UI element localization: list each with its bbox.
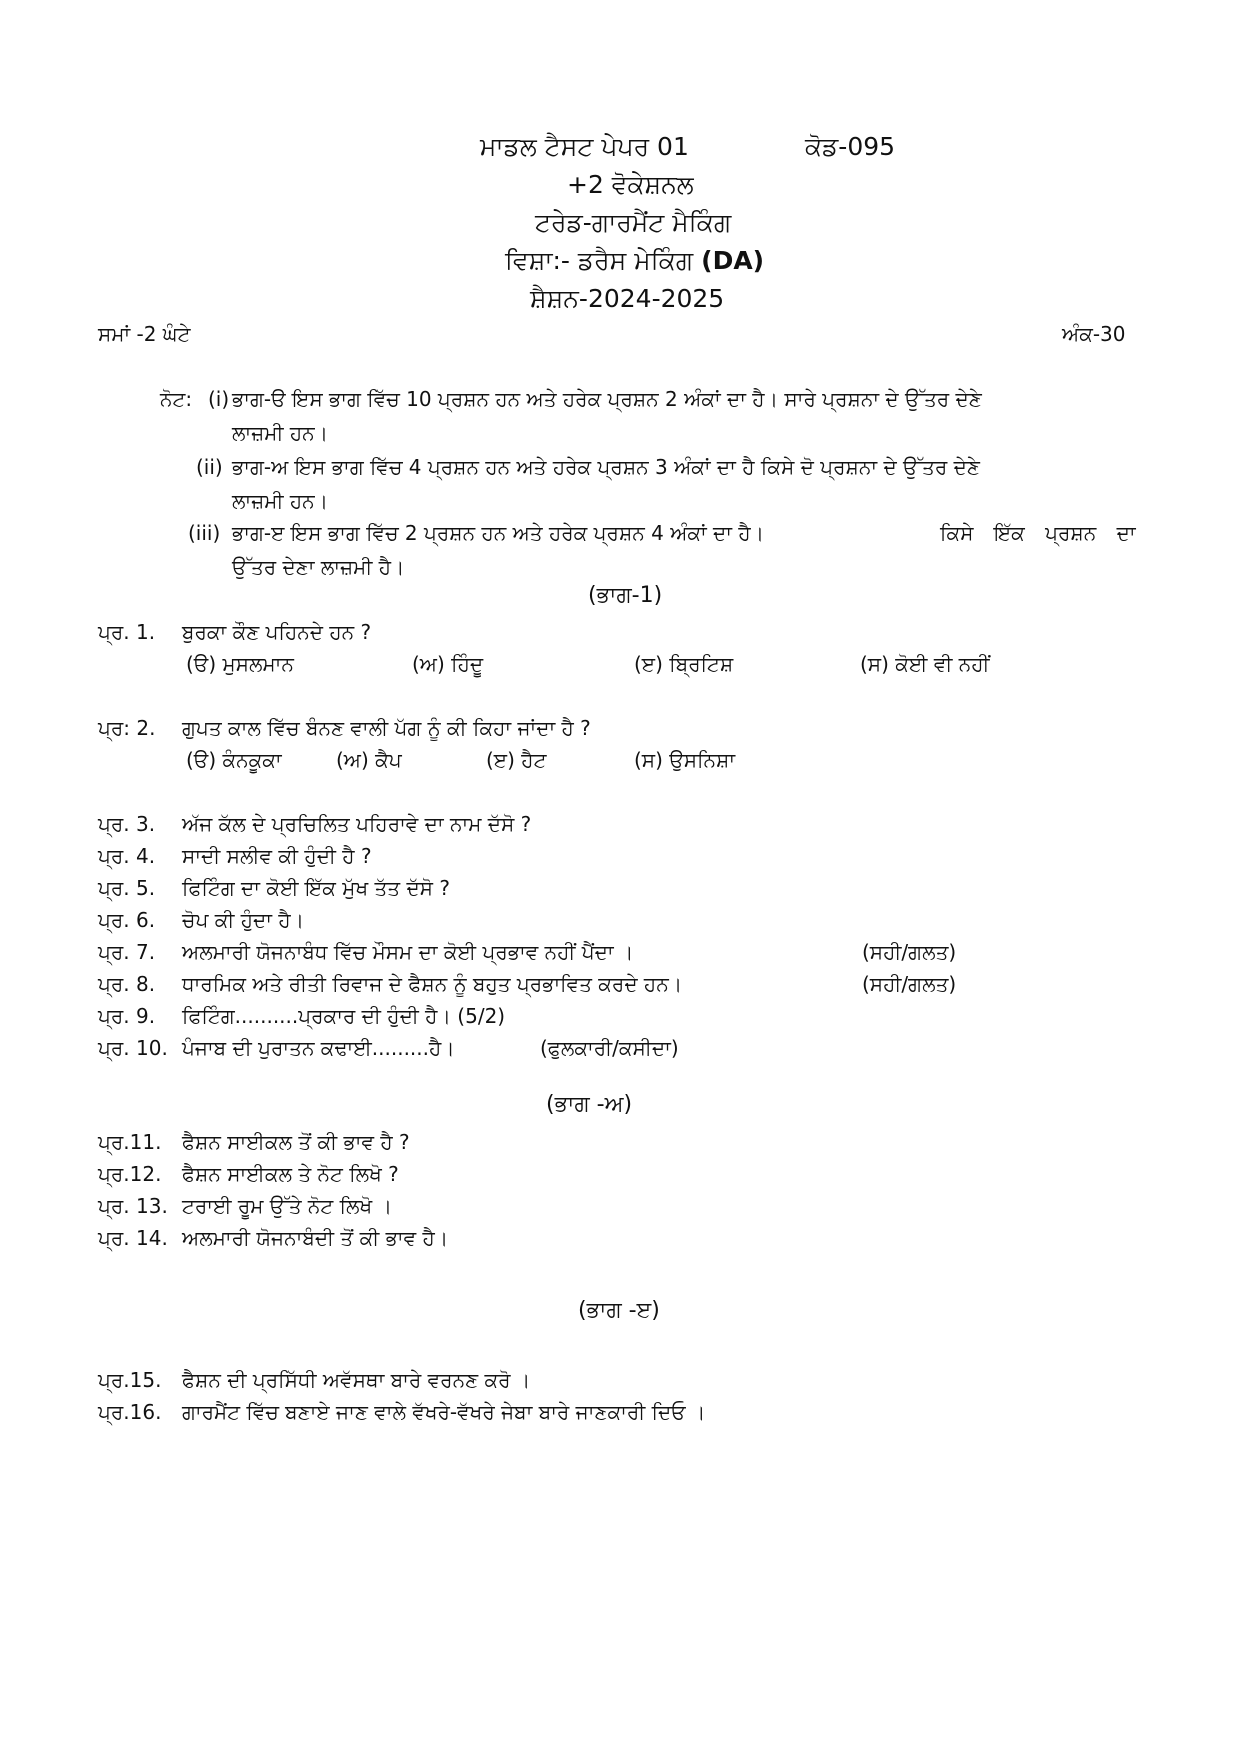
class-name: +2 ਵੋਕੇਸ਼ਨਲ: [567, 170, 694, 199]
paper-title: ਮਾਡਲ ਟੈਸਟ ਪੇਪਰ 01: [480, 132, 689, 161]
note-item-3-text: ਭਾਗ-ੲ ਇਸ ਭਾਗ ਵਿੱਚ 2 ਪ੍ਰਸ਼ਨ ਹਨ ਅਤੇ ਹਰੇਕ ਪ੍ਰਸ਼ਨ 4 ਅੰਕਾਂ ਦਾ ਹੈ।: [232, 521, 765, 545]
question-10-number: ਪ੍ਰ. 10.: [98, 1036, 168, 1060]
subject-code: (DA): [701, 246, 765, 275]
section-heading-part-2: (ਭਾਗ -ਅ): [546, 1092, 633, 1117]
question-3-number: ਪ੍ਰ. 3.: [98, 812, 156, 836]
question-2-option-c: (ੲ) ਹੈਟ: [486, 748, 547, 772]
section-heading-part-3: (ਭਾਗ -ੲ): [578, 1298, 660, 1323]
question-12-text: ਫੈਸ਼ਨ ਸਾਈਕਲ ਤੇ ਨੋਟ ਲਿਖੋ ?: [182, 1162, 399, 1186]
note-item-2-num: (ii): [196, 455, 223, 479]
paper-code: ਕੋਡ-095: [805, 132, 896, 161]
note-item-1-text-cont: ਲਾਜ਼ਮੀ ਹਨ।: [232, 421, 329, 445]
question-5-text: ਫਿਟਿੰਗ ਦਾ ਕੋਈ ਇੱਕ ਮੁੱਖ ਤੱਤ ਦੱਸੋ ?: [182, 876, 450, 900]
session: ਸ਼ੈਸ਼ਨ-2024-2025: [530, 284, 725, 313]
question-16-number: ਪ੍ਰ.16.: [98, 1400, 162, 1424]
question-2-text: ਗੁਪਤ ਕਾਲ ਵਿੱਚ ਬੰਨਣ ਵਾਲੀ ਪੱਗ ਨੂੰ ਕੀ ਕਿਹਾ ਜਾਂਦਾ ਹੈ ?: [182, 716, 591, 740]
total-marks: ਅੰਕ-30: [1062, 322, 1126, 346]
question-2-option-a: (ੳ) ਕੰਨਕੂਕਾ: [186, 748, 282, 772]
question-3-text: ਅੱਜ ਕੱਲ ਦੇ ਪ੍ਰਚਿਲਿਤ ਪਹਿਰਾਵੇ ਦਾ ਨਾਮ ਦੱਸੋ ?: [182, 812, 532, 836]
question-16-text: ਗਾਰਮੈਂਟ ਵਿੱਚ ਬਣਾਏ ਜਾਣ ਵਾਲੇ ਵੱਖਰੇ-ਵੱਖਰੇ ਜੇਬਾ ਬਾਰੇ ਜਾਣਕਾਰੀ ਦਿਓ ।: [182, 1400, 706, 1424]
question-2-option-b: (ਅ) ਕੈਪ: [336, 748, 402, 772]
question-14-number: ਪ੍ਰ. 14.: [98, 1226, 168, 1250]
question-8-answer-choice: (ਸਹੀ/ਗਲਤ): [862, 972, 957, 996]
question-15-number: ਪ੍ਰ.15.: [98, 1368, 162, 1392]
question-9-text: ਫਿਟਿੰਗ..........ਪ੍ਰਕਾਰ ਦੀ ਹੁੰਦੀ ਹੈ। (5/2): [182, 1004, 506, 1028]
question-15-text: ਫੈਸ਼ਨ ਦੀ ਪ੍ਰਸਿੱਧੀ ਅਵੱਸਥਾ ਬਾਰੇ ਵਰਨਣ ਕਰੋ ।: [182, 1368, 531, 1392]
question-7-answer-choice: (ਸਹੀ/ਗਲਤ): [862, 940, 957, 964]
note-item-3-text-cont: ਉੱਤਰ ਦੇਣਾ ਲਾਜ਼ਮੀ ਹੈ।: [232, 555, 405, 579]
question-12-number: ਪ੍ਰ.12.: [98, 1162, 162, 1186]
question-7-number: ਪ੍ਰ. 7.: [98, 940, 156, 964]
time-allowed: ਸਮਾਂ -2 ਘੰਟੇ: [98, 322, 191, 346]
question-11-text: ਫੈਸ਼ਨ ਸਾਈਕਲ ਤੋਂ ਕੀ ਭਾਵ ਹੈ ?: [182, 1130, 410, 1154]
question-1-option-d: (ਸ) ਕੋਈ ਵੀ ਨਹੀਂ: [860, 652, 990, 676]
trade-name: ਟਰੇਡ-ਗਾਰਮੈਂਟ ਮੈਕਿੰਗ: [535, 208, 732, 237]
question-1-option-c: (ੲ) ਬ੍ਰਿਟਿਸ਼: [634, 652, 734, 676]
question-6-text: ਚੋਪ ਕੀ ਹੁੰਦਾ ਹੈ।: [182, 908, 305, 932]
subject-line: [505, 246, 764, 276]
question-8-number: ਪ੍ਰ. 8.: [98, 972, 156, 996]
note-item-2-text-cont: ਲਾਜ਼ਮੀ ਹਨ।: [232, 489, 329, 513]
question-13-text: ਟਰਾਈ ਰੂਮ ਉੱਤੇ ਨੋਟ ਲਿਖੋ ।: [182, 1194, 393, 1218]
question-7-text: ਅਲਮਾਰੀ ਯੋਜਨਾਬੰਧ ਵਿੱਚ ਮੌਸਮ ਦਾ ਕੋਈ ਪ੍ਰਭਾਵ ਨਹੀਂ ਪੈਂਦਾ ।: [182, 940, 634, 964]
note-item-3-num: (iii): [188, 521, 221, 545]
subject-name: ਵਿਸ਼ਾ:- ਡਰੈਸ ਮੇਕਿੰਗ: [505, 246, 694, 275]
note-label: ਨੋਟ:: [160, 387, 193, 411]
question-10-answer-choice: (ਫੁਲਕਾਰੀ/ਕਸੀਦਾ): [540, 1036, 679, 1060]
question-8-text: ਧਾਰਮਿਕ ਅਤੇ ਰੀਤੀ ਰਿਵਾਜ ਦੇ ਫੈਸ਼ਨ ਨੂੰ ਬਹੁਤ ਪ੍ਰਭਾਵਿਤ ਕਰਦੇ ਹਨ।: [182, 972, 683, 996]
question-1-number: ਪ੍ਰ. 1.: [98, 620, 156, 644]
section-heading-part-1: (ਭਾਗ-1): [588, 583, 663, 608]
note-item-2-text: ਭਾਗ-ਅ ਇਸ ਭਾਗ ਵਿੱਚ 4 ਪ੍ਰਸ਼ਨ ਹਨ ਅਤੇ ਹਰੇਕ ਪ੍ਰਸ਼ਨ 3 ਅੰਕਾਂ ਦਾ ਹੈ ਕਿਸੇ ਦੋ ਪ੍ਰਸ਼ਨਾ ਦੇ ਉੱਤਰ ਦੇਣੇ: [232, 455, 980, 479]
question-11-number: ਪ੍ਰ.11.: [98, 1130, 162, 1154]
note-item-1-text: ਭਾਗ-ੳ ਇਸ ਭਾਗ ਵਿੱਚ 10 ਪ੍ਰਸ਼ਨ ਹਨ ਅਤੇ ਹਰੇਕ ਪ੍ਰਸ਼ਨ 2 ਅੰਕਾਂ ਦਾ ਹੈ। ਸਾਰੇ ਪ੍ਰਸ਼ਨਾ ਦੇ ਉੱਤਰ ਦੇਣੇ: [232, 387, 982, 411]
question-6-number: ਪ੍ਰ. 6.: [98, 908, 156, 932]
question-1-option-b: (ਅ) ਹਿੰਦੂ: [412, 652, 484, 676]
question-5-number: ਪ੍ਰ. 5.: [98, 876, 156, 900]
question-2-number: ਪ੍ਰ: 2.: [98, 716, 156, 740]
question-14-text: ਅਲਮਾਰੀ ਯੋਜਨਾਬੰਦੀ ਤੋਂ ਕੀ ਭਾਵ ਹੈ।: [182, 1226, 449, 1250]
question-13-number: ਪ੍ਰ. 13.: [98, 1194, 168, 1218]
question-4-number: ਪ੍ਰ. 4.: [98, 844, 156, 868]
note-item-1-num: (i): [208, 387, 230, 411]
note-item-3-text-tail: ਕਿਸੇ ਇੱਕ ਪ੍ਰਸ਼ਨ ਦਾ: [940, 521, 1136, 545]
question-4-text: ਸਾਦੀ ਸਲੀਵ ਕੀ ਹੁੰਦੀ ਹੈ ?: [182, 844, 372, 868]
question-2-option-d: (ਸ) ਉਸਨਿਸ਼ਾ: [634, 748, 736, 772]
question-1-text: ਬੁਰਕਾ ਕੌਣ ਪਹਿਨਦੇ ਹਨ ?: [182, 620, 372, 644]
question-9-number: ਪ੍ਰ. 9.: [98, 1004, 156, 1028]
question-1-option-a: (ੳ) ਮੁਸਲਮਾਨ: [186, 652, 294, 676]
question-10-text: ਪੰਜਾਬ ਦੀ ਪੁਰਾਤਨ ਕਢਾਈ.........ਹੈ।: [182, 1036, 455, 1060]
